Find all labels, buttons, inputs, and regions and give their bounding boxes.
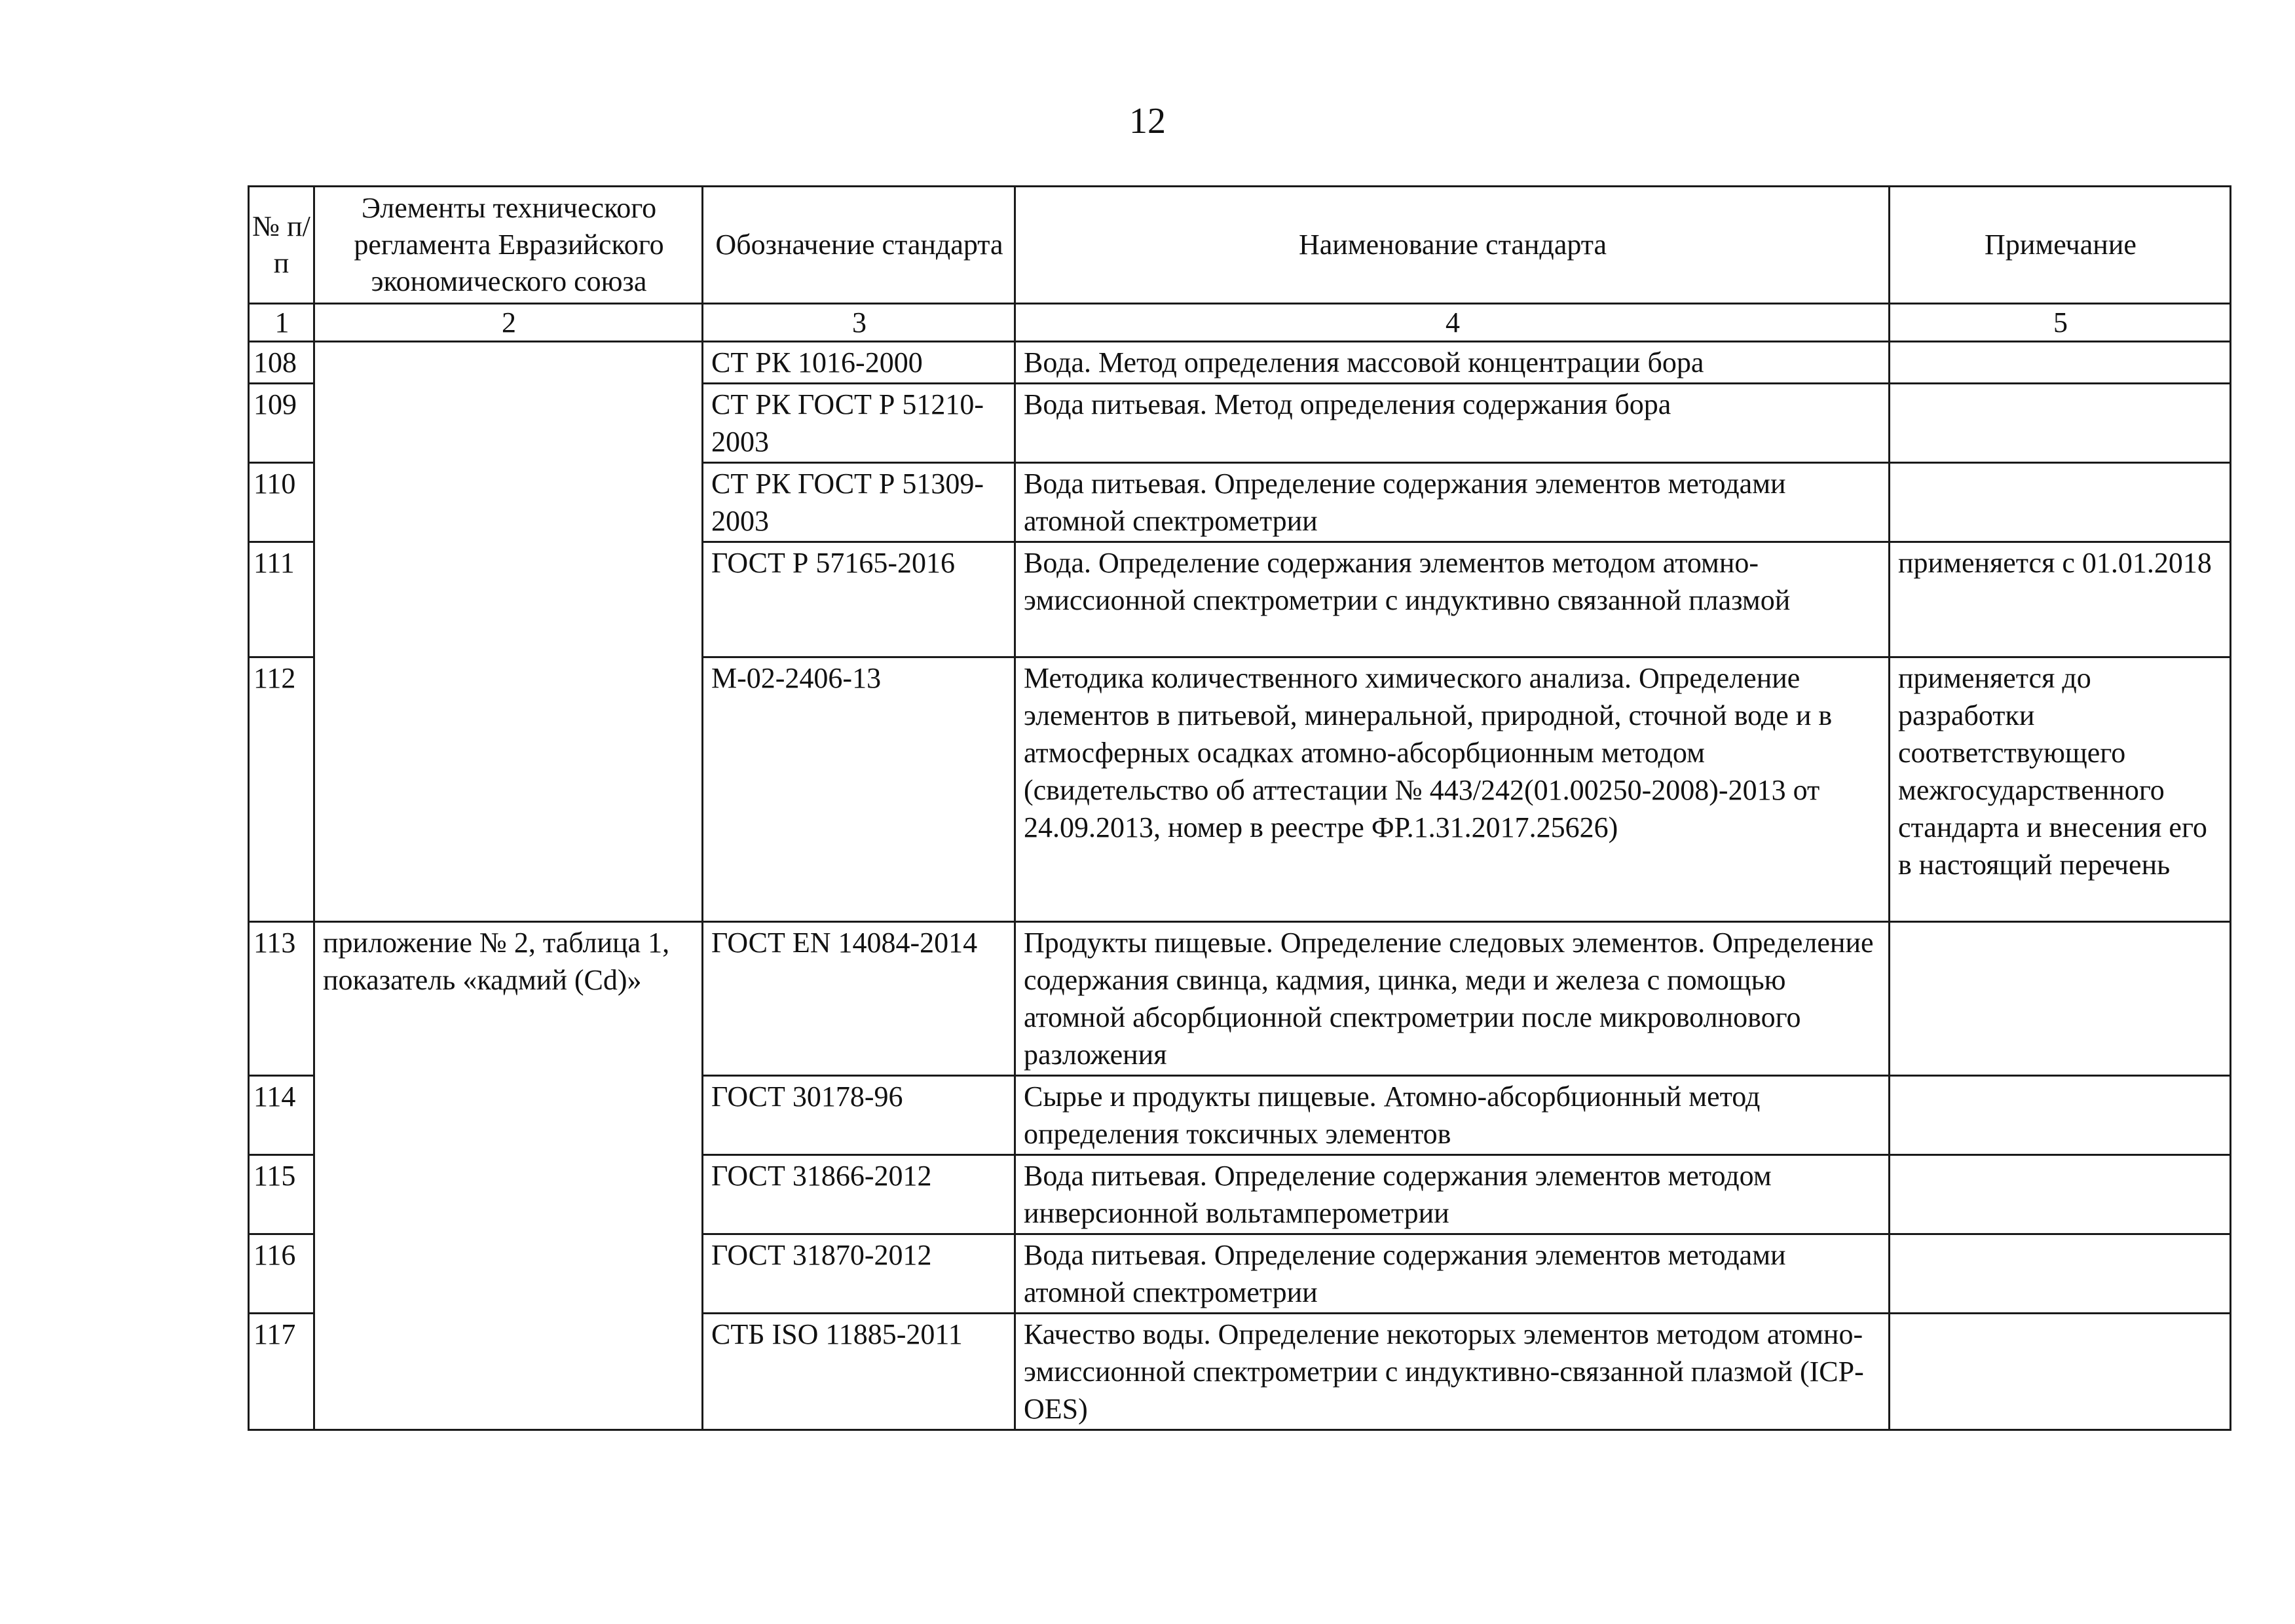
column-number: 1 xyxy=(249,304,314,342)
row-note xyxy=(1890,384,2231,463)
standards-table xyxy=(248,185,2231,1431)
row-number: 111 xyxy=(249,542,314,657)
row-note xyxy=(1890,342,2231,384)
row-standard-name: Вода. Определение содержания элементов методом атомно-эмиссионной спектрометрии с индуктивно связанной плазмой xyxy=(1015,542,1890,657)
header-designation: Обозначение стандарта xyxy=(703,187,1015,304)
row-standard-name: Вода питьевая. Определение содержания элементов методами атомной спектрометрии xyxy=(1015,463,1890,542)
row-note xyxy=(1890,1076,2231,1155)
row-designation: СТБ ISO 11885-2011 xyxy=(703,1314,1015,1430)
row-number: 112 xyxy=(249,657,314,922)
page-number: 12 xyxy=(1129,101,1166,141)
row-designation: ГОСТ Р 57165-2016 xyxy=(703,542,1015,657)
column-number: 4 xyxy=(1015,304,1890,342)
row-note xyxy=(1890,922,2231,1076)
row-number: 113 xyxy=(249,922,314,1076)
row-note xyxy=(1890,1314,2231,1430)
table-header-row xyxy=(249,187,2231,304)
row-element xyxy=(314,342,703,922)
row-designation: СТ РК 1016-2000 xyxy=(703,342,1015,384)
table-row xyxy=(249,342,2231,384)
column-number: 5 xyxy=(1890,304,2231,342)
column-number-row xyxy=(249,304,2231,342)
row-number: 116 xyxy=(249,1234,314,1314)
row-standard-name: Сырье и продукты пищевые. Атомно-абсорбционный метод определения токсичных элементов xyxy=(1015,1076,1890,1155)
row-note xyxy=(1890,463,2231,542)
row-number: 114 xyxy=(249,1076,314,1155)
row-standard-name: Вода. Метод определения массовой концентрации бора xyxy=(1015,342,1890,384)
row-designation: М-02-2406-13 xyxy=(703,657,1015,922)
row-designation: ГОСТ 30178-96 xyxy=(703,1076,1015,1155)
row-note xyxy=(1890,1155,2231,1234)
row-element: приложение № 2, таблица 1, показатель «кадмий (Cd)» xyxy=(314,922,703,1430)
row-standard-name: Вода питьевая. Определение содержания элементов методами атомной спектрометрии xyxy=(1015,1234,1890,1314)
row-designation: СТ РК ГОСТ Р 51210-2003 xyxy=(703,384,1015,463)
row-standard-name: Вода питьевая. Метод определения содержания бора xyxy=(1015,384,1890,463)
header-num: № п/п xyxy=(249,187,314,304)
header-elements: Элементы технического регламента Евразийского экономического союза xyxy=(314,187,703,304)
row-standard-name: Качество воды. Определение некоторых элементов методом атомно-эмиссионной спектрометрии с индуктивно-связанной плазмой (ICP-OES) xyxy=(1015,1314,1890,1430)
header-name: Наименование стандарта xyxy=(1015,187,1890,304)
row-standard-name: Продукты пищевые. Определение следовых элементов. Определение содержания свинца, кадмия, цинка, меди и железа с помощью атомной абсорбционной спектрометрии после микроволнового разложения xyxy=(1015,922,1890,1076)
row-standard-name: Вода питьевая. Определение содержания элементов методом инверсионной вольтамперометрии xyxy=(1015,1155,1890,1234)
header-note: Примечание xyxy=(1890,187,2231,304)
row-number: 117 xyxy=(249,1314,314,1430)
row-designation: ГОСТ 31870-2012 xyxy=(703,1234,1015,1314)
row-designation: ГОСТ 31866-2012 xyxy=(703,1155,1015,1234)
row-number: 115 xyxy=(249,1155,314,1234)
row-designation: ГОСТ EN 14084-2014 xyxy=(703,922,1015,1076)
row-note: применяется до разработки соответствующего межгосударственного стандарта и внесения его в настоящий перечень xyxy=(1890,657,2231,922)
row-standard-name: Методика количественного химического анализа. Определение элементов в питьевой, минеральной, природной, сточной воде и в атмосферных осадках атомно-абсорбционным методом (свидетельство об аттестации № 443/242(01.00250-2008)-2013 от 24.09.2013, номер в реестре ФР.1.31.2017.25626) xyxy=(1015,657,1890,922)
row-note: применяется с 01.01.2018 xyxy=(1890,542,2231,657)
row-designation: СТ РК ГОСТ Р 51309-2003 xyxy=(703,463,1015,542)
table-row xyxy=(249,922,2231,1076)
row-note xyxy=(1890,1234,2231,1314)
row-number: 108 xyxy=(249,342,314,384)
row-number: 109 xyxy=(249,384,314,463)
row-number: 110 xyxy=(249,463,314,542)
column-number: 3 xyxy=(703,304,1015,342)
column-number: 2 xyxy=(314,304,703,342)
